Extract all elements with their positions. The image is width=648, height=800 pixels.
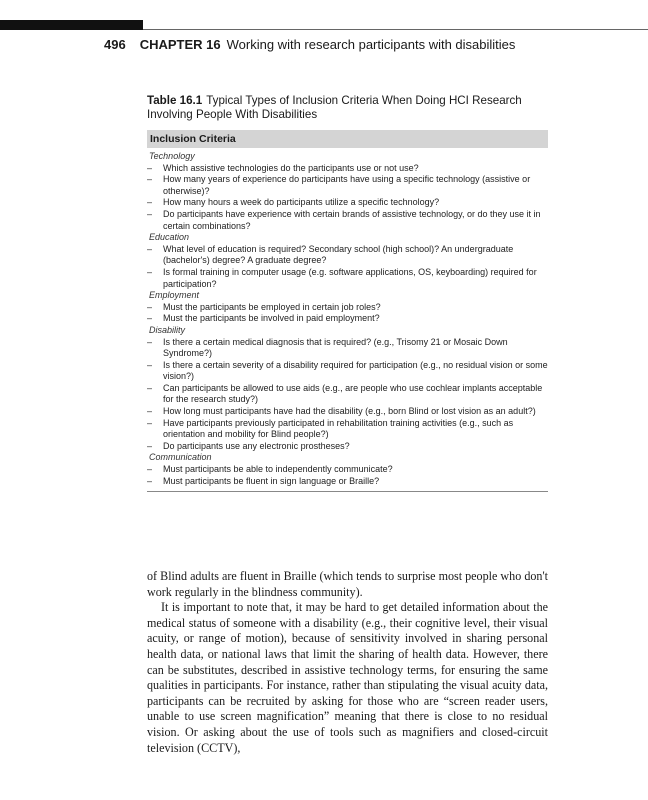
criteria-item-text: What level of education is required? Secondary school (high school)? An undergraduate (bachelor's) degree? A graduate degree? [163, 243, 514, 266]
criteria-item-text: Is there a certain medical diagnosis that is required? (e.g., Trisomy 21 or Mosaic Down Syndrome?) [163, 336, 508, 359]
criteria-item-text: Must the participants be involved in paid employment? [163, 313, 380, 324]
criteria-item [147, 337, 548, 360]
criteria-item [147, 302, 548, 314]
dash-bullet: – [147, 382, 153, 393]
criteria-item-text: Do participants use any electronic prostheses? [163, 440, 350, 451]
criteria-item [147, 163, 548, 175]
criteria-item [147, 406, 548, 418]
criteria-item-text: Must the participants be employed in certain job roles? [163, 301, 381, 312]
section-heading: Technology [149, 151, 195, 161]
criteria-item [147, 476, 548, 488]
dash-bullet: – [147, 197, 153, 208]
criteria-item [147, 209, 548, 232]
header-bar [0, 20, 143, 30]
criteria-item-text: Have participants previously participated in rehabilitation training activities (e.g., such as orientation and mobility for Blind people?) [163, 417, 514, 440]
dash-bullet: – [147, 243, 153, 254]
criteria-item [147, 441, 548, 453]
dash-bullet: – [147, 464, 153, 475]
criteria-item-text: How long must participants have had the disability (e.g., born Blind or lost vision as an adult?) [163, 406, 536, 417]
criteria-item-text: Is formal training in computer usage (e.g. software applications, OS, keyboarding) required for participation? [163, 266, 537, 289]
table-number: Table 16.1 [147, 94, 203, 107]
table-body [147, 148, 548, 492]
dash-bullet: – [147, 440, 153, 451]
dash-bullet: – [147, 162, 153, 173]
criteria-item-text: Do participants have experience with certain brands of assistive technology, or do they use it in certain combinations? [163, 208, 541, 231]
criteria-item-text: Can participants be allowed to use aids (e.g., are people who use cochlear implants acceptable for the research study?) [163, 382, 543, 405]
dash-bullet: – [147, 359, 153, 370]
dash-bullet: – [147, 417, 153, 428]
running-header [104, 37, 515, 52]
section-heading: Education [149, 232, 190, 243]
criteria-item-text: How many years of experience do participants have using a specific technology (assistive or otherwise)? [163, 174, 531, 196]
dash-bullet: – [147, 301, 153, 312]
criteria-item-text: Is there a certain severity of a disability required for participation (e.g., no residual vision or some vision?) [163, 359, 548, 382]
criteria-item [147, 360, 548, 383]
dash-bullet: – [147, 266, 153, 277]
chapter-title: Working with research participants with disabilities [226, 37, 516, 52]
dash-bullet: – [147, 208, 153, 219]
inclusion-criteria-table [147, 94, 548, 492]
section-heading: Employment [149, 290, 200, 301]
body-text [147, 569, 548, 756]
dash-bullet: – [147, 475, 153, 486]
dash-bullet: – [147, 406, 153, 417]
criteria-item [147, 464, 548, 476]
table-column-header: Inclusion Criteria [147, 130, 548, 148]
table-caption-text: Typical Types of Inclusion Criteria When Doing HCI Research Involving People With Disabilities [147, 94, 522, 121]
dash-bullet: – [147, 313, 153, 324]
page-number: 496 [104, 37, 126, 52]
criteria-item-text: Must participants be fluent in sign language or Braille? [163, 475, 380, 486]
criteria-item [147, 174, 548, 197]
paragraph: of Blind adults are fluent in Braille (which tends to surprise most people who don't work regularly in the blindness community). [147, 569, 548, 599]
criteria-item [147, 197, 548, 209]
section-heading: Communication [149, 452, 212, 463]
criteria-item-text: How many hours a week do participants utilize a specific technology? [163, 197, 440, 208]
criteria-item [147, 418, 548, 441]
criteria-item [147, 383, 548, 406]
dash-bullet: – [147, 174, 153, 185]
dash-bullet: – [147, 336, 153, 347]
chapter-label: CHAPTER 16 [139, 37, 221, 52]
header-rule [143, 29, 648, 30]
criteria-item-text: Which assistive technologies do the participants use or not use? [163, 162, 419, 173]
criteria-item [147, 244, 548, 267]
criteria-item-text: Must participants be able to independently communicate? [163, 464, 393, 475]
criteria-item [147, 267, 548, 290]
section-heading: Disability [149, 324, 186, 335]
table-caption [147, 94, 548, 122]
paragraph: It is important to note that, it may be hard to get detailed information about the medical status of someone with a disability (e.g., their cognitive level, their visual acuity, or range of motion), because of sensitivity involved in sharing personal health data, or national laws that limit the sharing of health data. However, there can be substitutes, described in assistive technology terms, for ensuring the same qualities in participants. For instance, rather than stipulating the visual acuity data, participants can be recruited by asking for those who are “screen reader users, unable to use screen magnification” meaning that there is close to no residual vision. Or asking about the use of tools such as magnifiers and closed-circuit television (CCTV), [147, 600, 548, 755]
criteria-item [147, 313, 548, 325]
